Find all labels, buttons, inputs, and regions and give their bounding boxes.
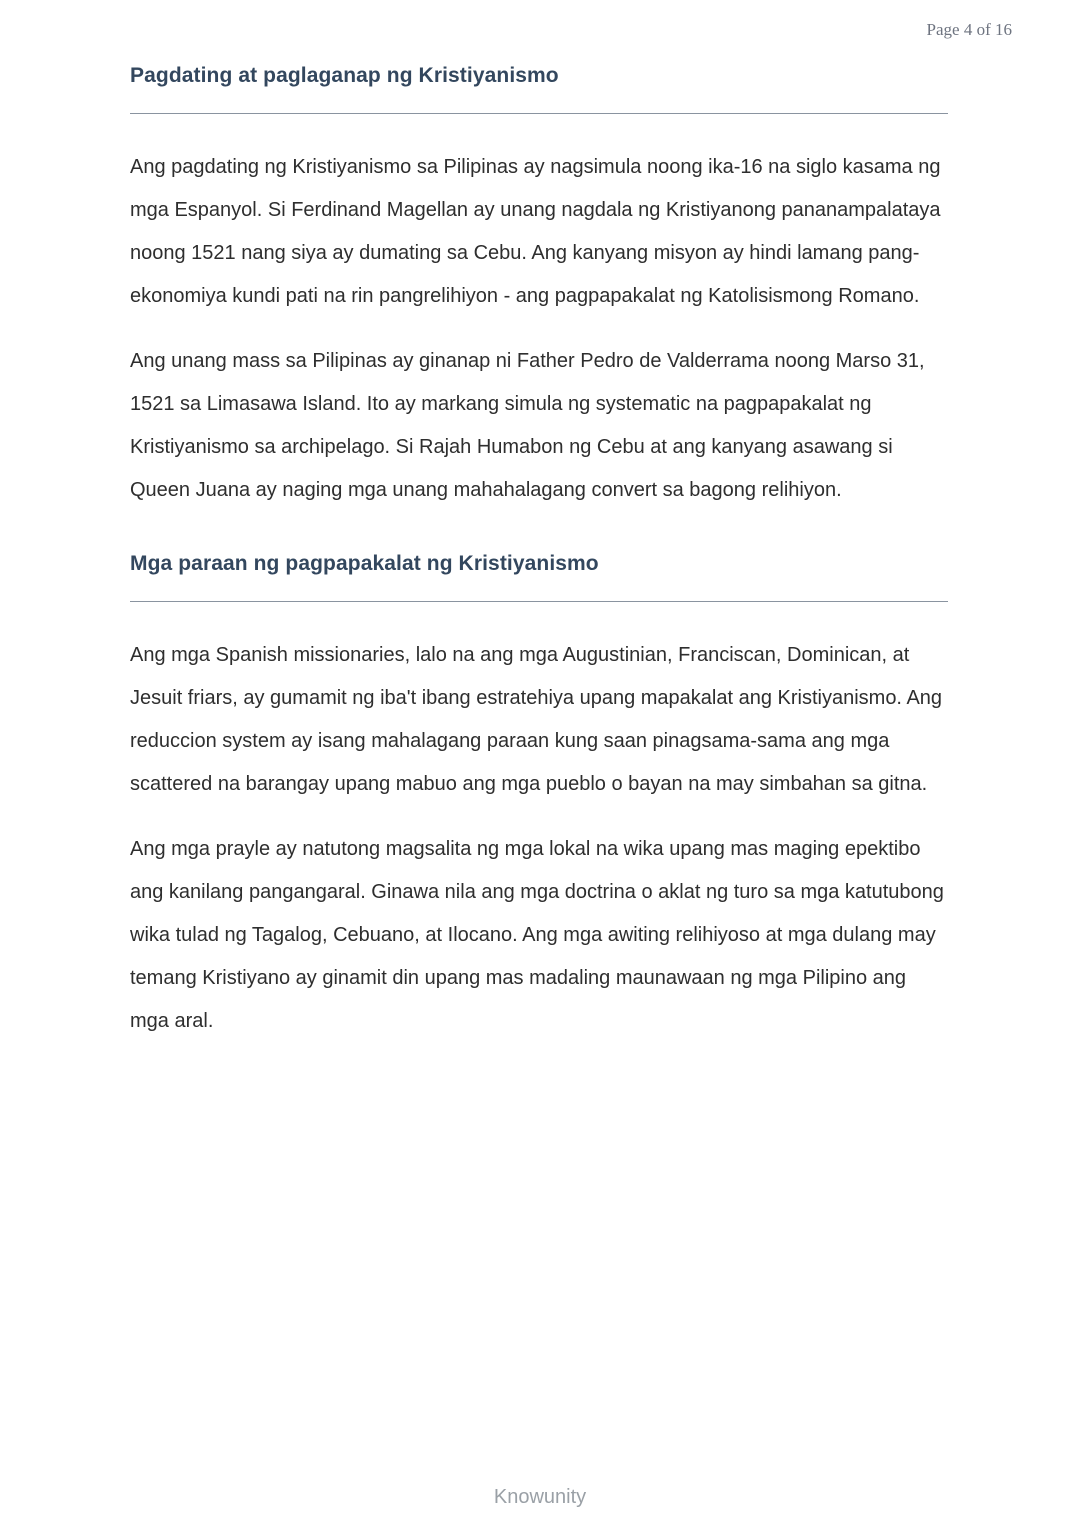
heading-divider <box>130 113 948 114</box>
section-pagdating <box>130 62 948 512</box>
heading-divider <box>130 601 948 602</box>
footer-brand: Knowunity <box>493 1486 587 1508</box>
paragraph: Ang unang mass sa Pilipinas ay ginanap ni Father Pedro de Valderrama noong Marso 31, 1521 sa Limasawa Island. Ito ay markang simula ng systematic na pagpapakalat ng Kristiyanismo sa archipelago. Si Rajah Humabon ng Cebu at ang kanyang asawang si Queen Juana ay naging mga unang mahahalagang convert sa bagong relihiyon. <box>130 350 925 501</box>
paragraph: Ang mga prayle ay natutong magsalita ng mga lokal na wika upang mas maging epektibo ang kanilang pangangaral. Ginawa nila ang mga doctrina o aklat ng turo sa mga katutubong wika tulad ng Tagalog, Cebuano, at Ilocano. Ang mga awiting relihiyoso at mga dulang may temang Kristiyano ay ginamit din upang mas madaling maunawaan ng mga Pilipino ang mga aral. <box>130 838 944 1032</box>
section-mga-paraan <box>130 550 948 1043</box>
paragraph: Ang pagdating ng Kristiyanismo sa Pilipinas ay nagsimula noong ika-16 na siglo kasama ng mga Espanyol. Si Ferdinand Magellan ay unang nagdala ng Kristiyanong pananampalataya noong 1521 nang siya ay dumating sa Cebu. Ang kanyang misyon ay hindi lamang pang-ekonomiya kundi pati na rin pangrelihiyon - ang pagpapakalat ng Katolisismong Romano. <box>130 156 941 307</box>
section-heading: Pagdating at paglaganap ng Kristiyanismo <box>130 64 559 87</box>
paragraph: Ang mga Spanish missionaries, lalo na ang mga Augustinian, Franciscan, Dominican, at Jesuit friars, ay gumamit ng iba't ibang estratehiya upang mapakalat ang Kristiyanismo. Ang reduccion system ay isang mahalagang paraan kung saan pinagsama-sama ang mga scattered na barangay upang mabuo ang mga pueblo o bayan na may simbahan sa gitna. <box>130 644 943 795</box>
page-indicator: Page 4 of 16 <box>926 20 1012 39</box>
section-heading: Mga paraan ng pagpapakalat ng Kristiyanismo <box>130 552 599 575</box>
document-content <box>130 62 948 1065</box>
